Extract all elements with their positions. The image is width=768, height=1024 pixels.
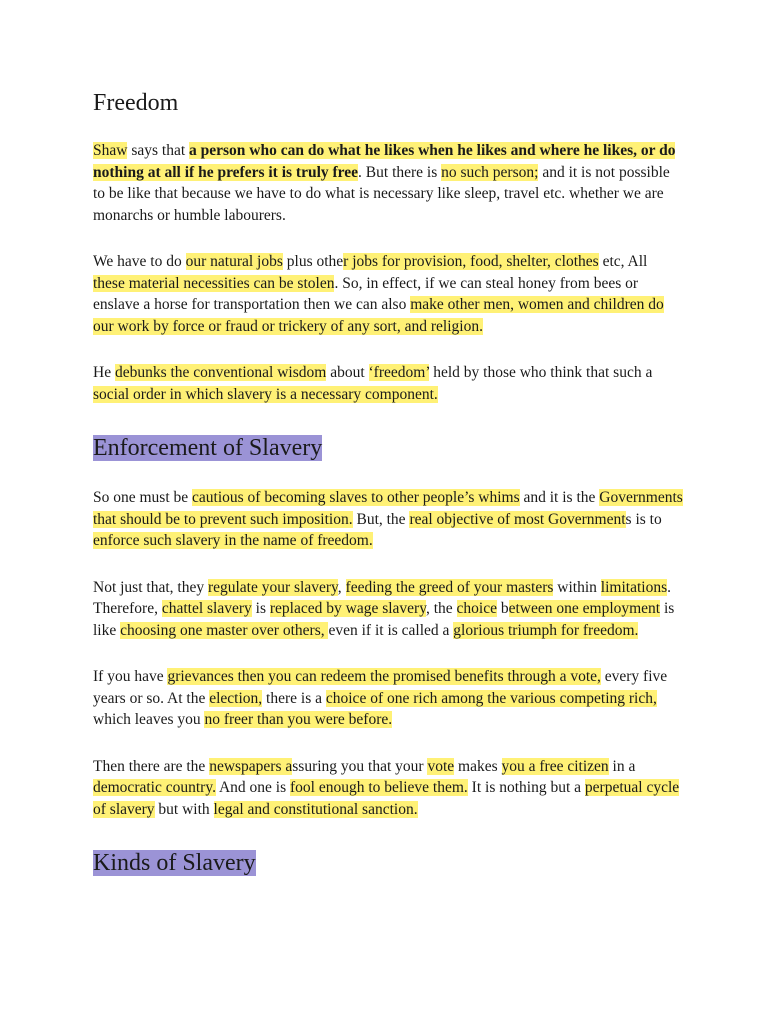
paragraph-conventional-wisdom: He debunks the conventional wisdom about ‘freedom’ held by those who think that such a social order in which slavery is a necessary component. <box>93 364 653 403</box>
highlight: perpetual cycle of slavery <box>93 779 680 818</box>
highlight: social order in which slavery is a necessary component. <box>93 385 438 403</box>
highlight: our natural jobs <box>185 253 283 270</box>
highlight: feeding the greed of your masters <box>345 578 554 596</box>
highlight: Shaw <box>93 142 128 159</box>
highlight: fool enough to believe them. <box>290 779 468 796</box>
highlight: master over others, <box>202 621 329 639</box>
highlight: you a free citizen <box>501 757 609 775</box>
highlight: legal and constitutional sanction. <box>213 800 418 818</box>
highlight: no freer than you were before. <box>204 711 393 728</box>
highlight: real objective of most Government <box>409 510 626 528</box>
highlight: choice of one rich among the various competing rich, <box>325 689 657 707</box>
highlight: etween one employment <box>508 600 661 617</box>
highlight: no such person; <box>441 163 539 181</box>
paragraph-shaw-freedom: Shaw says that a person who can do what he likes when he likes and where he likes, or do nothing at all if he prefers it is truly free. But there is no such person; and it is not possible to be like that because we have to do what is necessary like sleep, travel etc. whether we are monarchs or humble labourers. <box>93 142 676 224</box>
highlight: debunks the conventional wisdom <box>114 364 327 381</box>
highlight: glorious triumph for freedom. <box>453 621 639 639</box>
paragraph-governments: So one must be cautious of becoming slaves to other people’s whims and it is the Governments that should be to prevent such imposition. But, the real objective of most Governments is to enforce such slavery in the name of freedom. <box>93 489 683 549</box>
highlight: Governments that should be to prevent such imposition. <box>93 489 683 528</box>
paragraph-wage-slavery: Not just that, they regulate your slavery, feeding the greed of your masters within limitations. Therefore, chattel slavery is replaced by wage slavery, the choice between one employment is like choosing one master over others, even if it is called a glorious triumph for freedom. <box>93 578 675 639</box>
paragraph-vote: If you have grievances then you can redeem the promised benefits through a vote, every five years or so. At the election, there is a choice of one rich among the various competing rich, which leaves you no freer than you were before. <box>93 668 668 728</box>
highlight: chattel slavery <box>161 600 252 617</box>
highlight: election, <box>209 689 263 707</box>
highlight-bold: a person who can do what he likes when he likes and where he likes, or do nothing at all if he prefers it is truly free <box>93 142 676 181</box>
highlight: ‘freedom’ <box>368 364 430 381</box>
highlight: grievances then you can redeem the promised benefits through a vote, <box>167 668 601 685</box>
highlight: choice <box>456 600 497 617</box>
highlight: vote <box>427 757 455 775</box>
highlight: r jobs for provision, food, shelter, clothes <box>343 253 599 270</box>
highlight: newspapers a <box>209 757 293 775</box>
highlight: enforce such slavery in the name of freedom. <box>93 532 373 549</box>
heading-enforcement-of-slavery: Enforcement of Slavery <box>93 435 323 461</box>
highlight: cautious of becoming slaves to other people’s whims <box>192 489 520 506</box>
highlight: these material necessities can be stolen <box>93 274 335 292</box>
highlight: limitations <box>600 578 668 596</box>
document-body <box>93 86 683 880</box>
paragraph-natural-jobs: We have to do our natural jobs plus other jobs for provision, food, shelter, clothes etc, All these material necessities can be stolen. So, in effect, if we can steal honey from bees or enslave a horse for transportation then we can also make other men, women and children do our work by force or fraud or trickery of any sort, and religion. <box>93 253 664 335</box>
paragraph-newspapers: Then there are the newspapers assuring you that your vote makes you a free citizen in a democratic country. And one is fool enough to believe them. It is nothing but a perpetual cycle of slavery but with legal and constitutional sanction. <box>93 757 680 818</box>
highlight: replaced by wage slavery <box>269 600 426 617</box>
highlight: democratic country. <box>93 779 216 796</box>
heading-kinds-of-slavery: Kinds of Slavery <box>93 850 256 876</box>
highlight: choosing one <box>120 621 203 639</box>
highlight: make other men, women and children do our work by force or fraud or trickery of any sort, and religion. <box>93 296 664 335</box>
highlight: regulate your slavery <box>207 578 338 596</box>
heading-freedom: Freedom <box>93 90 179 116</box>
